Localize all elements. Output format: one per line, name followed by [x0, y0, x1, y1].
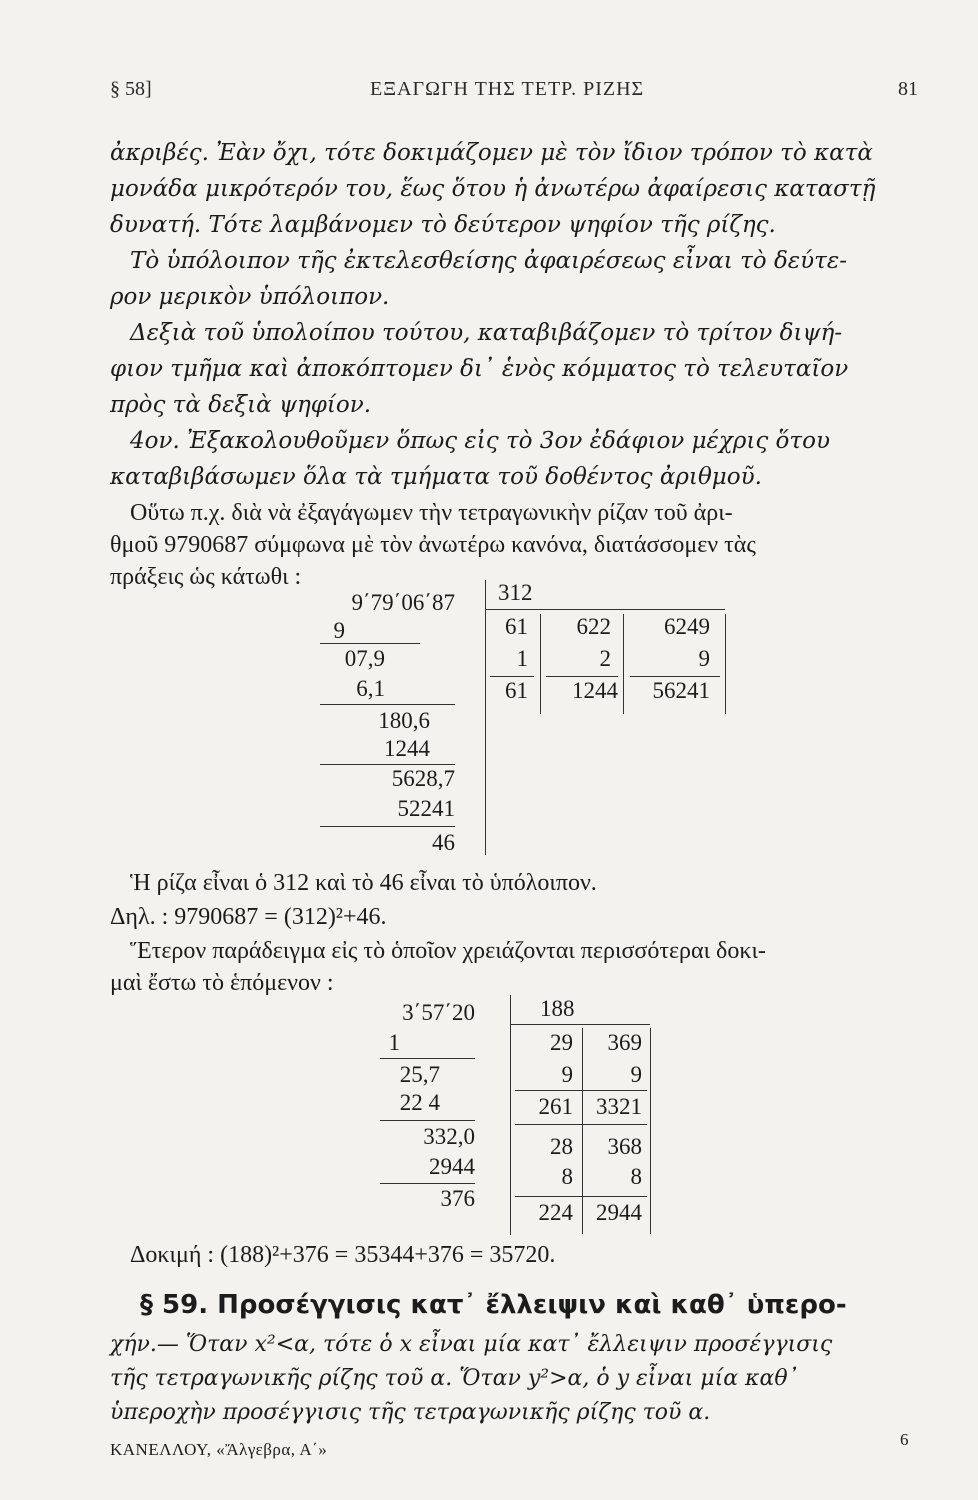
trial-digit: 8: [561, 1164, 573, 1189]
trial-digit: 1: [516, 646, 528, 671]
trial-divisor: 6249: [664, 614, 710, 639]
trial-product: 224: [538, 1200, 573, 1225]
footer-signature: ΚΑΝΕΛΛΟΥ, «Ἄλγεβρα, Α΄»: [110, 1440, 328, 1459]
trial-digit: 8: [630, 1164, 642, 1189]
sheet-number: 6: [900, 1430, 909, 1449]
work-value: 1244: [384, 736, 430, 761]
work-value: 22 4: [399, 1090, 440, 1115]
page-number: 81: [898, 78, 918, 100]
root-result: 188: [540, 996, 575, 1021]
trial-product: 61: [505, 678, 528, 703]
trial-divisor: 28: [550, 1134, 573, 1159]
running-title: ΕΞΑΓΩΓΗ ΤΗΣ ΤΕΤΡ. ΡΙΖΗΣ: [370, 78, 645, 100]
trial-divisor: 622: [576, 614, 611, 639]
work-value: 332,0: [423, 1124, 475, 1149]
text-line: πράξεις ὡς κάτωθι :: [110, 564, 302, 590]
work-value: 25,7: [399, 1062, 440, 1087]
trial-divisor: 368: [607, 1134, 642, 1159]
trial-digit: 9: [561, 1062, 573, 1087]
text-line: ὑπεροχὴν προσέγγισις τῆς τετραγωνικῆς ρίζης τοῦ α.: [110, 1400, 711, 1425]
trial-product: 56241: [652, 678, 710, 703]
text-line: πρὸς τὰ δεξιὰ ψηφίον.: [110, 392, 372, 418]
check-statement: Δοκιμή : (188)²+376 = 35344+376 = 35720.: [130, 1242, 556, 1268]
text-line: ρον μερικὸν ὑπόλοιπον.: [110, 284, 390, 310]
trial-digit: 9: [698, 646, 710, 671]
trial-digit: 9: [630, 1062, 642, 1087]
text-line: Τὸ ὑπόλοιπον τῆς ἐκτελεσθείσης ἀφαιρέσεως εἶναι τὸ δεύτε-: [130, 248, 847, 274]
root-result: 312: [498, 580, 533, 605]
work-value: 5628,7: [391, 766, 455, 791]
radicand: 3΄57΄20: [402, 1000, 475, 1025]
work-value: 52241: [397, 796, 455, 821]
text-line: 4ον. Ἐξακολουθοῦμεν ὅπως εἰς τὸ 3ον ἐδάφιον μέχρις ὅτου: [130, 428, 830, 454]
text-line: Ἕτερον παράδειγμα εἰς τὸ ὁποῖον χρειάζονται περισσότεραι δοκι-: [130, 938, 766, 964]
trial-product: 261: [538, 1094, 573, 1119]
text-line: θμοῦ 9790687 σύμφωνα μὲ τὸν ἀνωτέρω κανόνα, διατάσσομεν τὰς: [110, 532, 756, 558]
remainder: 46: [432, 830, 455, 855]
remainder: 376: [440, 1186, 475, 1211]
section-heading: § 59. Προσέγγισις κατ᾽ ἔλλειψιν καὶ καθ᾽ ὑπερο-: [140, 1290, 847, 1320]
section-ref: § 58]: [110, 78, 152, 100]
trial-product: 3321: [596, 1094, 642, 1119]
radicand: 9΄79΄06΄87: [351, 590, 455, 615]
text-line: καταβιβάσωμεν ὅλα τὰ τμήματα τοῦ δοθέντος ἀριθμοῦ.: [110, 464, 762, 490]
text-line: Οὕτω π.χ. διὰ νὰ ἐξαγάγωμεν τὴν τετραγωνικὴν ρίζαν τοῦ ἀρι-: [130, 500, 733, 526]
text-line: χήν.— Ὅταν x²<α, τότε ὁ x εἶναι μία κατ᾽ ἔλλειψιν προσέγγισις: [110, 1332, 833, 1357]
text-line: τῆς τετραγωνικῆς ρίζης τοῦ α. Ὅταν y²>α, ὁ y εἶναι μία καθ᾽: [110, 1366, 799, 1391]
text-line: δυνατή. Τότε λαμβάνομεν τὸ δεύτερον ψηφίον τῆς ρίζης.: [110, 212, 776, 238]
trial-divisor: 369: [607, 1030, 642, 1055]
text-line: ἀκριβές. Ἐὰν ὄχι, τότε δοκιμάζομεν μὲ τὸν ἴδιον τρόπον τὸ κατὰ: [110, 140, 873, 166]
text-line: Δεξιὰ τοῦ ὑπολοίπου τούτου, καταβιβάζομεν τὸ τρίτον διψή-: [130, 320, 843, 346]
work-value: 180,6: [378, 708, 430, 733]
trial-product: 1244: [572, 678, 618, 703]
work-value: 1: [388, 1030, 400, 1055]
text-line: φιον τμῆμα καὶ ἀποκόπτομεν δι᾽ ἑνὸς κόμματος τὸ τελευταῖον: [110, 356, 849, 382]
work-value: 6,1: [356, 676, 385, 701]
work-value: 9: [333, 618, 345, 643]
work-value: 07,9: [344, 646, 385, 671]
trial-digit: 2: [599, 646, 611, 671]
trial-divisor: 29: [550, 1030, 573, 1055]
result-statement: Ἡ ρίζα εἶναι ὁ 312 καὶ τὸ 46 εἶναι τὸ ὑπόλοιπον.: [130, 870, 597, 896]
trial-product: 2944: [596, 1200, 642, 1225]
check-statement: Δηλ. : 9790687 = (312)²+46.: [110, 904, 387, 930]
text-line: μονάδα μικρότερόν του, ἕως ὅτου ἡ ἀνωτέρω ἀφαίρεσις καταστῇ: [110, 176, 876, 202]
text-line: μαὶ ἔστω τὸ ἑπόμενον :: [110, 970, 334, 996]
work-value: 2944: [429, 1154, 475, 1179]
trial-divisor: 61: [505, 614, 528, 639]
